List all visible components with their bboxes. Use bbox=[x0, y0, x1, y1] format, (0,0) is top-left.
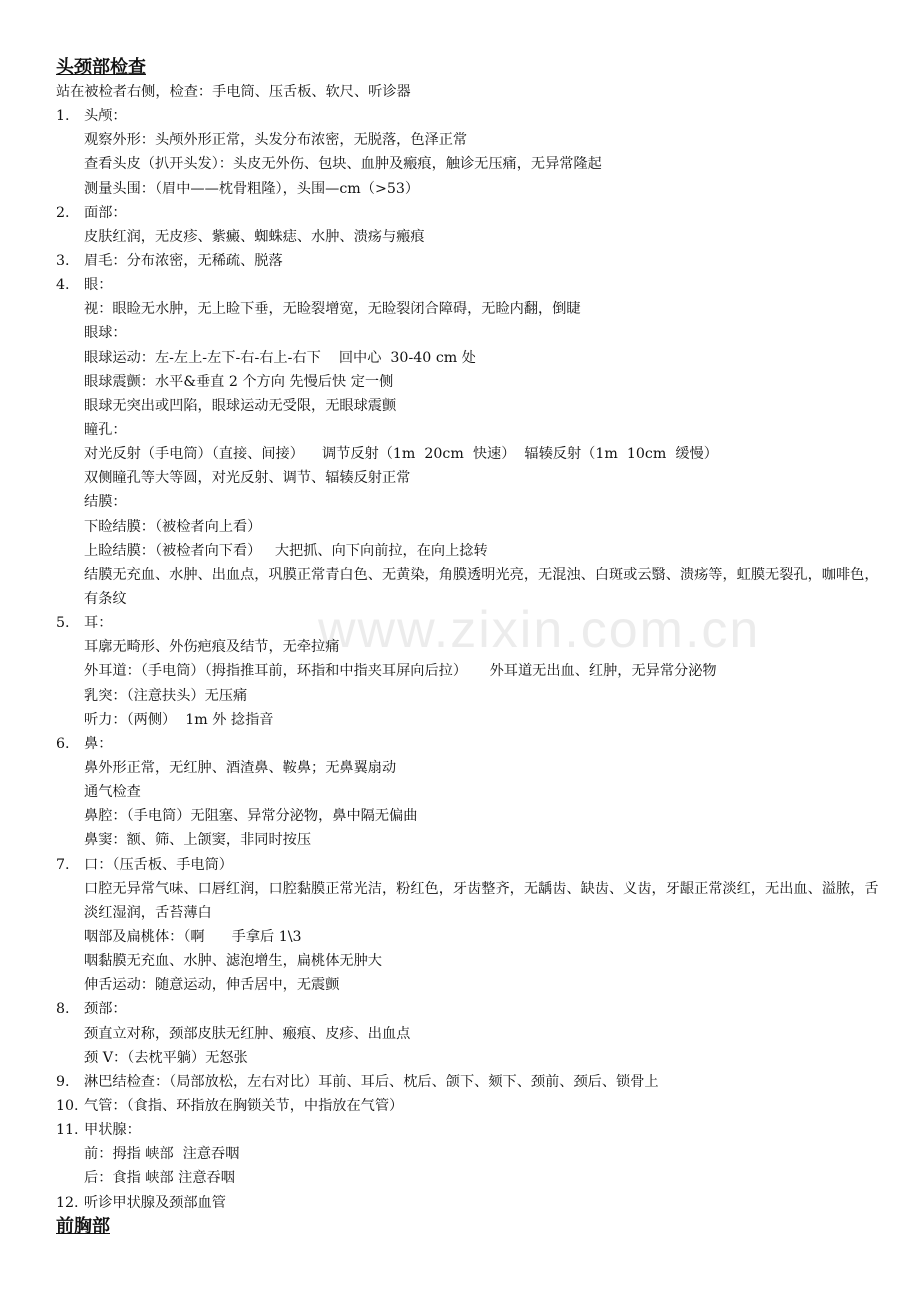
item-line: 后：食指 峡部 注意吞咽 bbox=[84, 1170, 235, 1187]
item-line: 下睑结膜：（被检者向上看） bbox=[84, 518, 262, 535]
item-line: 结膜无充血、水肿、出血点，巩膜正常青白色、无黄染，角膜透明光亮，无混浊、白斑或云翳、溃疡等，虹膜无裂孔，咖啡色，有条纹 bbox=[84, 566, 879, 607]
section-heading-head-neck: 头颈部检查 bbox=[56, 57, 146, 78]
item-line: 颈 V：（去枕平躺）无怒张 bbox=[84, 1049, 248, 1066]
item-heading: 7. 口：（压舌板、手电筒） bbox=[56, 856, 233, 873]
item-line: 眼球无突出或凹陷，眼球运动无受限，无眼球震颤 bbox=[84, 397, 397, 414]
item-line: 观察外形：头颅外形正常，头发分布浓密，无脱落，色泽正常 bbox=[84, 132, 468, 149]
item-line: 听力：（两侧） 1m 外 捻指音 bbox=[84, 711, 274, 728]
watermark: www.zixin.com.cn bbox=[318, 601, 761, 659]
item-line: 视：眼睑无水肿，无上睑下垂，无睑裂增宽，无睑裂闭合障碍，无睑内翻，倒睫 bbox=[84, 301, 581, 318]
item-line: 上睑结膜：（被检者向下看） 大把抓、向下向前拉，在向上捻转 bbox=[84, 542, 488, 559]
section-heading-chest: 前胸部 bbox=[56, 1215, 110, 1237]
item-line: 双侧瞳孔等大等圆，对光反射、调节、辐辏反射正常 bbox=[84, 470, 411, 487]
intro-line: 站在被检者右侧，检查：手电筒、压舌板、软尺、听诊器 bbox=[56, 84, 411, 100]
item-line: 鼻窦：额、筛、上颌窦，非同时按压 bbox=[84, 832, 312, 849]
item-heading: 9. 淋巴结检查：（局部放松，左右对比）耳前、耳后、枕后、颌下、颏下、颈前、颈后、锁骨上 bbox=[56, 1073, 659, 1090]
item-line: 通气检查 bbox=[84, 784, 141, 801]
item-line: 眼球震颤：水平&垂直 2 个方向 先慢后快 定一侧 bbox=[84, 373, 394, 390]
document-body bbox=[56, 56, 886, 1239]
item-line: 对光反射（手电筒）（直接、间接） 调节反射（1m 20cm 快速） 辐辏反射（1m 10cm 缓慢） bbox=[84, 446, 718, 463]
item-heading: 11. 甲状腺： bbox=[56, 1122, 141, 1139]
item-line: 口腔无异常气味、口唇红润，口腔黏膜正常光洁，粉红色，牙齿整齐，无龋齿、缺齿、义齿，牙龈正常淡红，无出血、溢脓，舌淡红湿润，舌苔薄白 bbox=[84, 880, 879, 921]
item-heading: 10. 气管：（食指、环指放在胸锁关节，中指放在气管） bbox=[56, 1097, 404, 1114]
item-line: 瞳孔： bbox=[84, 421, 127, 438]
item-heading: 4. 眼： bbox=[56, 277, 113, 294]
item-line: 查看头皮（扒开头发）：头皮无外伤、包块、血肿及瘢痕，触诊无压痛，无异常隆起 bbox=[84, 156, 602, 173]
item-line: 皮肤红润，无皮疹、紫癜、蜘蛛痣、水肿、溃疡与瘢痕 bbox=[84, 228, 425, 245]
item-heading: 5. 耳： bbox=[56, 615, 113, 632]
item-heading: 6. 鼻： bbox=[56, 735, 113, 752]
item-line: 测量头围：（眉中——枕骨粗隆），头围—cm（>53） bbox=[84, 180, 420, 197]
item-line: 乳突：（注意扶头）无压痛 bbox=[84, 687, 248, 704]
item-heading: 1. 头颅： bbox=[56, 108, 127, 125]
item-line: 颈直立对称，颈部皮肤无红肿、瘢痕、皮疹、出血点 bbox=[84, 1025, 411, 1042]
item-line: 鼻腔：（手电筒）无阻塞、异常分泌物，鼻中隔无偏曲 bbox=[84, 808, 418, 825]
item-line: 眼球： bbox=[84, 325, 127, 342]
item-heading: 2. 面部： bbox=[56, 204, 127, 221]
item-line: 眼球运动：左-左上-左下-右-右上-右下 回中心 30-40 cm 处 bbox=[84, 349, 476, 366]
item-heading: 3. 眉毛：分布浓密，无稀疏、脱落 bbox=[56, 252, 283, 269]
item-heading: 12. 听诊甲状腺及颈部血管 bbox=[56, 1194, 226, 1211]
item-line: 耳廓无畸形、外伤疤痕及结节，无牵拉痛 bbox=[84, 639, 340, 656]
item-line: 结膜： bbox=[84, 494, 127, 511]
item-line: 伸舌运动：随意运动，伸舌居中，无震颤 bbox=[84, 977, 340, 994]
item-line: 咽黏膜无充血、水肿、滤泡增生，扁桃体无肿大 bbox=[84, 953, 382, 970]
item-heading: 8. 颈部： bbox=[56, 1001, 127, 1018]
item-line: 鼻外形正常，无红肿、酒渣鼻、鞍鼻；无鼻翼扇动 bbox=[84, 759, 397, 776]
item-line: 咽部及扁桃体：（啊 手拿后 1\3 bbox=[84, 928, 302, 945]
item-line: 外耳道：（手电筒）（拇指推耳前，环指和中指夹耳屏向后拉） 外耳道无出血、红肿，无异常分泌物 bbox=[84, 663, 717, 680]
item-line: 前：拇指 峡部 注意吞咽 bbox=[84, 1146, 240, 1163]
